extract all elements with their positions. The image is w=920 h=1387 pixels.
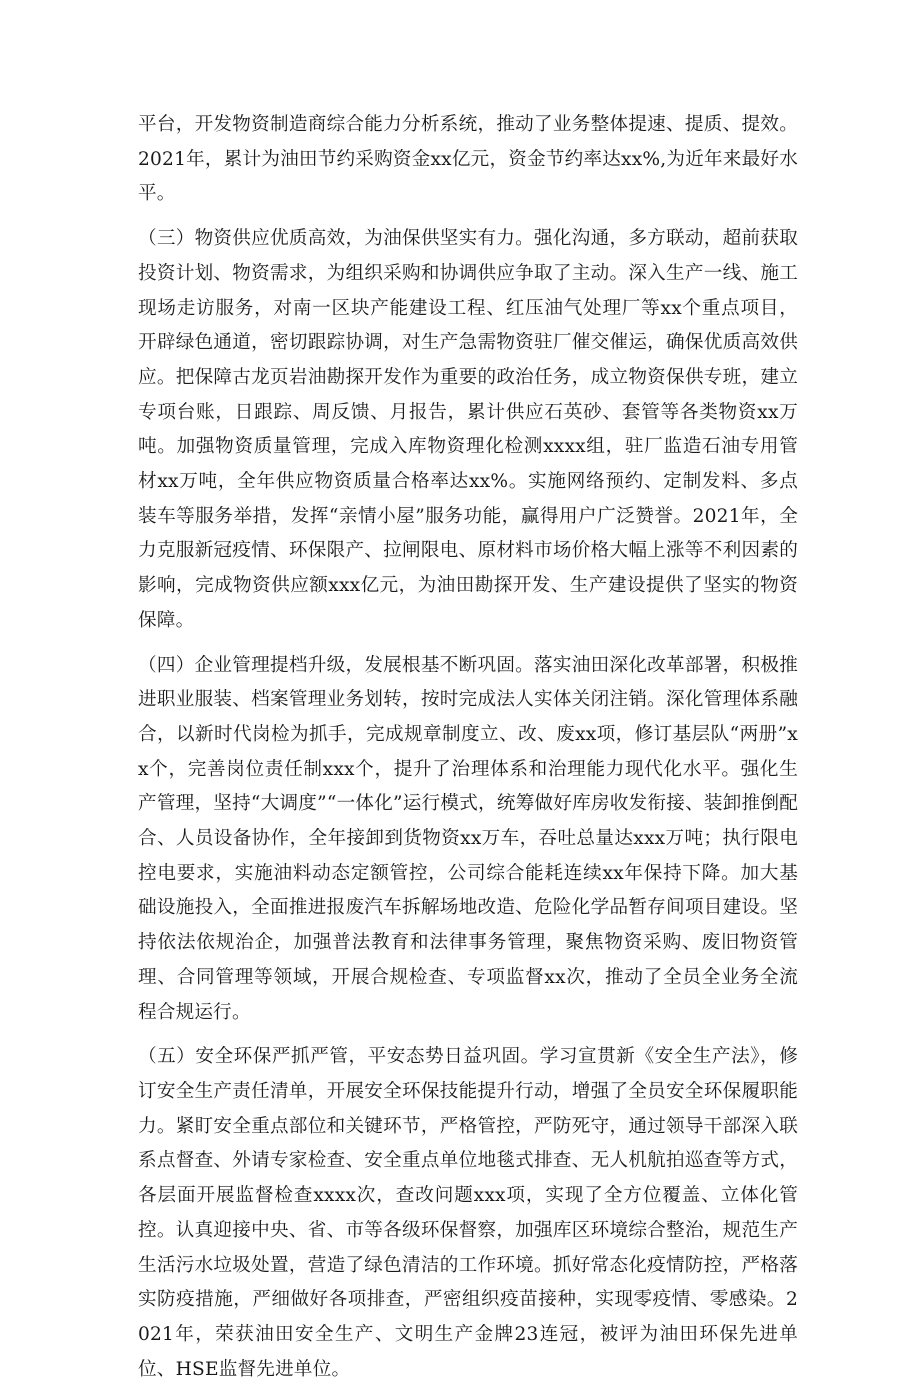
paragraph-material-supply: （三）物资供应优质高效，为油保供坚实有力。强化沟通，多方联动，超前获取投资计划、物资需求，为组织采购和协调供应争取了主动。深入生产一线、施工现场走访服务，对南一区块产能建设工程、红压油气处理厂等xx个重点项目，开辟绿色通道，密切跟踪协调，对生产急需物资驻厂催交催运，确保优质高效供应。把保障古龙页岩油勘探开发作为重要的政治任务，成立物资保供专班，建立专项台账，日跟踪、周反馈、月报告，累计供应石英砂、套管等各类物资xx万吨。加强物资质量管理，完成入库物资理化检测xxxx组，驻厂监造石油专用管材xx万吨，全年供应物资质量合格率达xx%。实施网络预约、定制发料、多点装车等服务举措，发挥“亲情小屋”服务功能，赢得用户广泛赞誉。2021年，全力克服新冠疫情、环保限产、拉闸限电、原材料市场价格大幅上涨等不利因素的影响，完成物资供应额xxx亿元，为油田勘探开发、生产建设提供了坚实的物资保障。 — [138, 228, 798, 631]
paragraph-platform-summary: 平台，开发物资制造商综合能力分析系统，推动了业务整体提速、提质、提效。2021年，累计为油田节约采购资金xx亿元，资金节约率达xx%,为近年来最好水平。 — [138, 114, 798, 205]
paragraph-enterprise-management: （四）企业管理提档升级，发展根基不断巩固。落实油田深化改革部署，积极推进职业服装、档案管理业务划转，按时完成法人实体关闭注销。深化管理体系融合，以新时代岗检为抓手，完成规章制度立、改、废xx项，修订基层队“两册”xx个，完善岗位责任制xxx个，提升了治理体系和治理能力现代化水平。强化生产管理，坚持“大调度”“一体化”运行模式，统筹做好库房收发衔接、装卸推倒配合、人员设备协作，全年接卸到货物资xx万车，吞吐总量达xxx万吨；执行限电控电要求，实施油料动态定额管控，公司综合能耗连续xx年保持下降。加大基础设施投入，全面推进报废汽车拆解场地改造、危险化学品暂存间项目建设。坚持依法依规治企，加强普法教育和法律事务管理，聚焦物资采购、废旧物资管理、合同管理等领域，开展合规检查、专项监督xx次，推动了全员全业务全流程合规运行。 — [138, 654, 798, 1023]
paragraph-safety-environment: （五）安全环保严抓严管，平安态势日益巩固。学习宣贯新《安全生产法》，修订安全生产责任清单，开展安全环保技能提升行动，增强了全员安全环保履职能力。紧盯安全重点部位和关键环节，严格管控，严防死守，通过领导干部深入联系点督查、外请专家检查、安全重点单位地毯式排查、无人机航拍巡查等方式，各层面开展监督检查xxxx次，查改问题xxx项，实现了全方位覆盖、立体化管控。认真迎接中央、省、市等各级环保督察，加强库区环境综合整治，规范生产生活污水垃圾处置，营造了绿色清洁的工作环境。抓好常态化疫情防控，严格落实防疫措施，严细做好各项排查，严密组织疫苗接种，实现零疫情、零感染。2021年，荣获油田安全生产、文明生产金牌23连冠，被评为油田环保先进单位、HSE监督先进单位。 — [138, 1046, 798, 1380]
document-body — [138, 108, 798, 1387]
